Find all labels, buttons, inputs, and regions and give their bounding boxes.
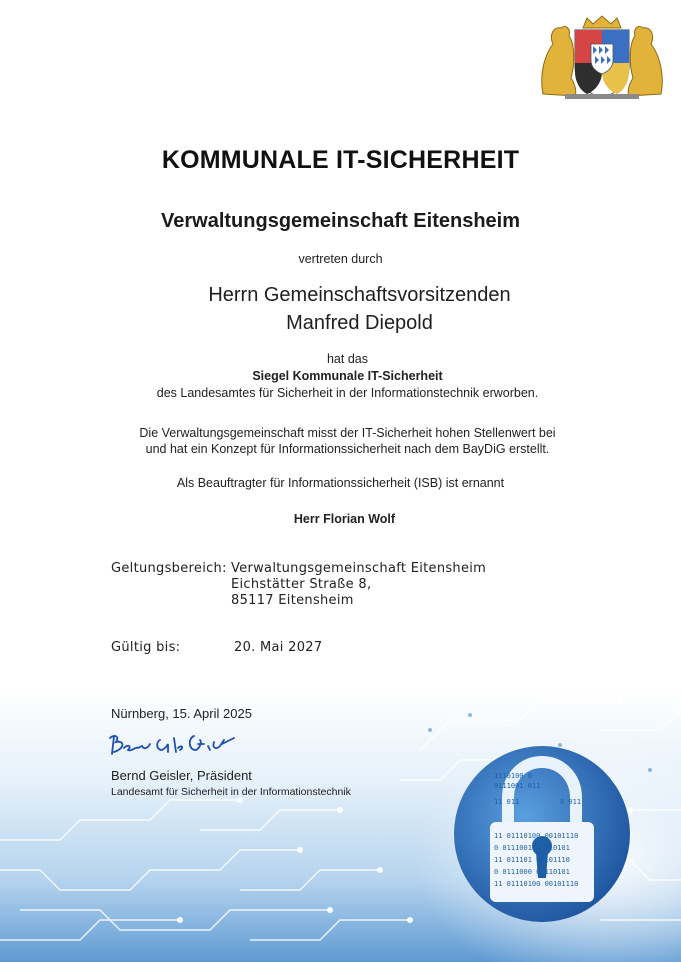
person-name: Manfred Diepold bbox=[286, 312, 433, 334]
seal-issuer-text: des Landesamtes für Sicherheit in der Informationstechnik erworben. bbox=[156, 386, 539, 400]
security-lock-icon bbox=[450, 742, 634, 926]
signer-name: Bernd Geisler, Präsident bbox=[111, 768, 252, 783]
lock-binary-0: 1110100 0 bbox=[494, 772, 532, 780]
lock-binary-4: 11 01110100 00101110 bbox=[494, 832, 579, 840]
statement-line-1: Die Verwaltungsgemeinschaft misst der IT-Sicherheit hohen Stellenwert bei bbox=[139, 426, 556, 440]
lock-binary-6: 11 011101 00101110 bbox=[494, 856, 570, 864]
certificate-title: KOMMUNALE IT-SICHERHEIT bbox=[161, 146, 520, 174]
scope-line-3: 85117 Eitensheim bbox=[231, 593, 354, 608]
lock-binary-5: 0 0111001 01110101 bbox=[494, 844, 570, 852]
has-the-text: hat das bbox=[326, 352, 368, 366]
scope-label: Geltungsbereich: bbox=[111, 561, 227, 576]
lock-binary-7: 0 0111000 01110101 bbox=[494, 868, 570, 876]
validity-date: 20. Mai 2027 bbox=[234, 640, 323, 655]
person-title: Herrn Gemeinschaftsvorsitzenden bbox=[208, 284, 511, 306]
place-date: Nürnberg, 15. April 2025 bbox=[111, 706, 252, 721]
signer-authority: Landesamt für Sicherheit in der Informationstechnik bbox=[111, 786, 351, 798]
seal-name: Siegel Kommunale IT-Sicherheit bbox=[252, 369, 443, 383]
organization-name: Verwaltungsgemeinschaft Eitensheim bbox=[161, 210, 520, 232]
represented-by-text: vertreten durch bbox=[298, 252, 383, 266]
statement-line-2: und hat ein Konzept für Informationssicherheit nach dem BayDiG erstellt. bbox=[145, 442, 550, 456]
scope-line-2: Eichstätter Straße 8, bbox=[231, 577, 372, 592]
lock-binary-1: 0111001 011 bbox=[494, 782, 541, 790]
isb-name: Herr Florian Wolf bbox=[293, 512, 396, 526]
lock-binary-2: 11 011 bbox=[494, 798, 520, 806]
handwritten-signature bbox=[104, 728, 254, 764]
lock-binary-3: 0 011 bbox=[560, 798, 582, 806]
lock-binary-8: 11 01110100 00101110 bbox=[494, 880, 579, 888]
bavarian-coat-of-arms-icon bbox=[535, 14, 669, 100]
scope-line-1: Verwaltungsgemeinschaft Eitensheim bbox=[231, 561, 487, 576]
validity-label: Gültig bis: bbox=[111, 640, 181, 655]
isb-text: Als Beauftragter für Informationssicherheit (ISB) ist ernannt bbox=[176, 476, 505, 490]
